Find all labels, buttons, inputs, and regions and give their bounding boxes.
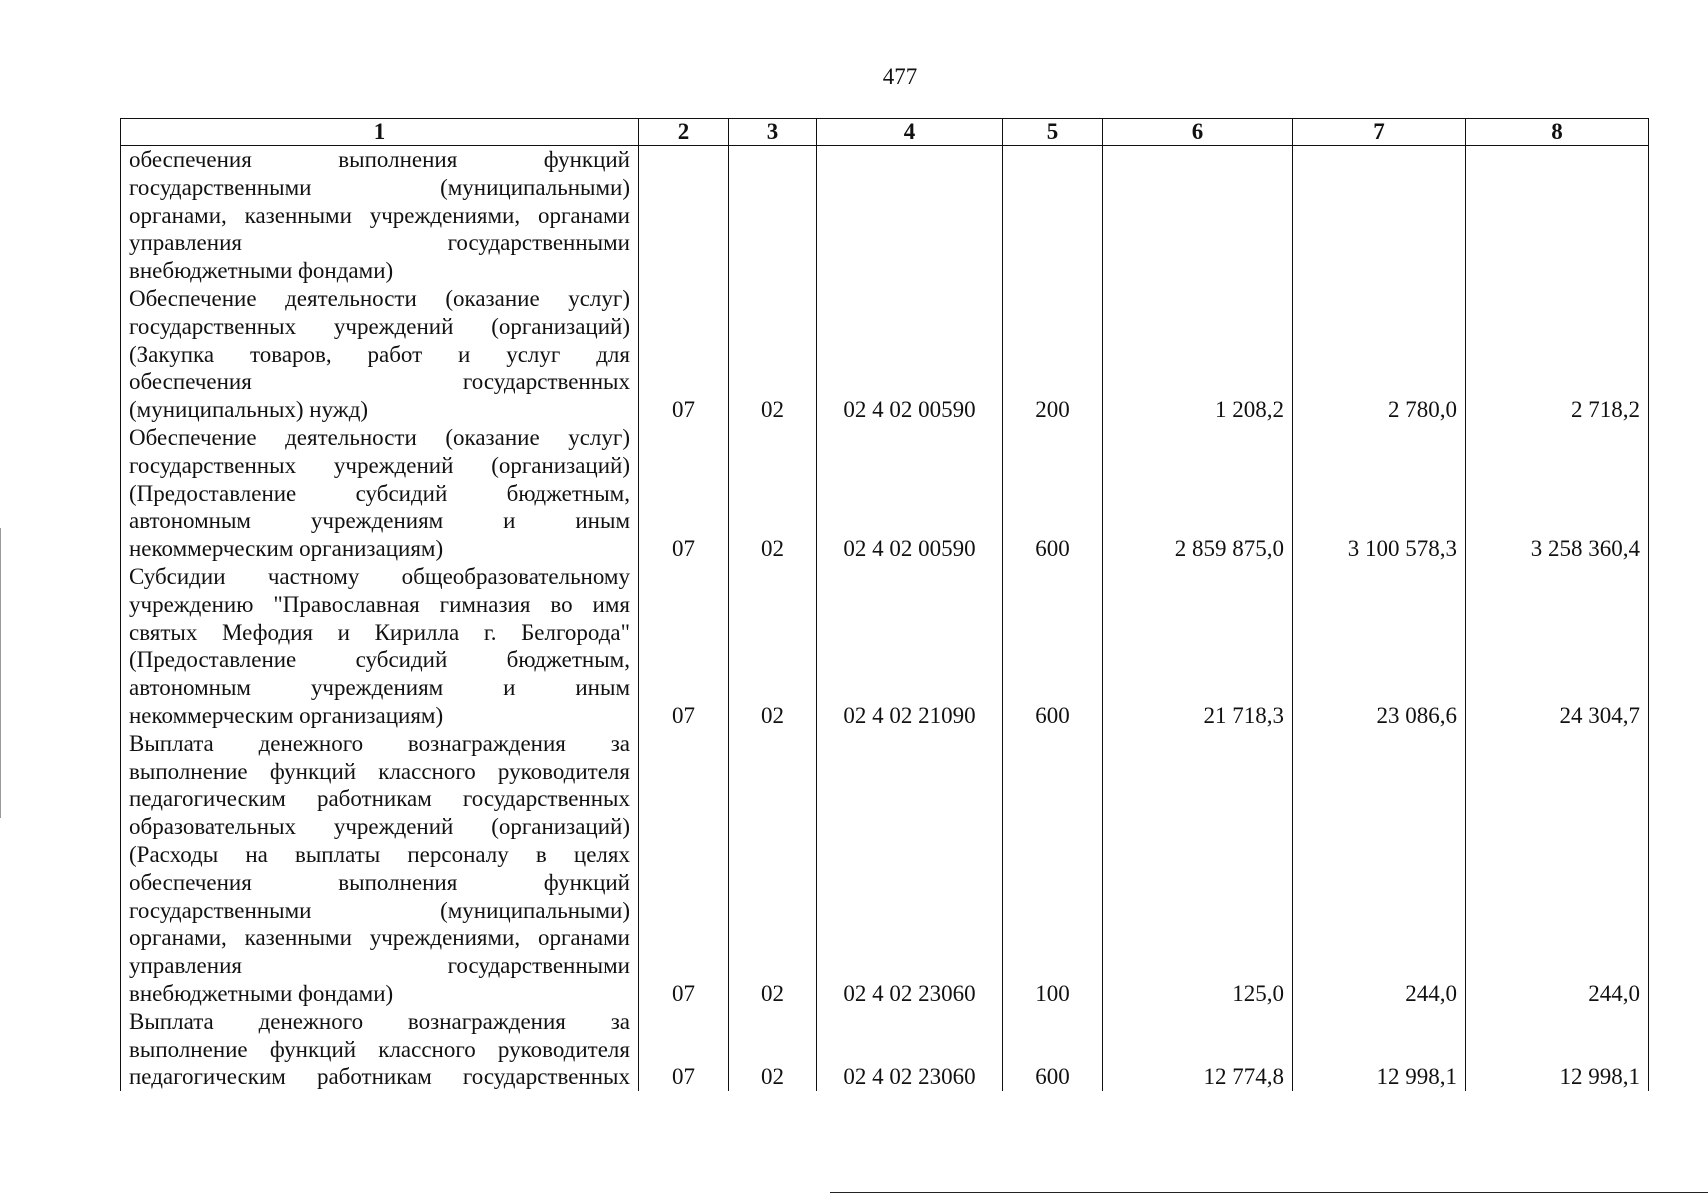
description-line: внебюджетными фондами) — [129, 980, 394, 1006]
row-description — [121, 563, 639, 730]
table-row — [121, 146, 1649, 285]
target-article-code — [817, 146, 1003, 285]
amount-col6: 12 774,8 — [1103, 1008, 1293, 1091]
description-line: органами, казенными учреждениями, органами — [129, 925, 630, 951]
budget-table — [120, 118, 1649, 1091]
subsection-code — [729, 146, 817, 285]
description-line: учреждению "Православная гимназия во имя — [129, 591, 630, 617]
description-line: автономным учреждениям и иным — [129, 675, 630, 701]
amount-col8: 2 718,2 — [1466, 285, 1649, 424]
expense-type-code — [1003, 146, 1103, 285]
section-code: 07 — [639, 285, 729, 424]
amount-col8: 12 998,1 — [1466, 1008, 1649, 1091]
description-line: (муниципальных) нужд) — [129, 397, 369, 423]
section-code: 07 — [639, 563, 729, 730]
amount-col6: 21 718,3 — [1103, 563, 1293, 730]
description-line: обеспечения выполнения функций — [129, 869, 630, 895]
section-code — [639, 146, 729, 285]
description-line: управления государственными — [129, 230, 630, 256]
table-row — [121, 1008, 1649, 1091]
amount-col6: 125,0 — [1103, 730, 1293, 1008]
description-line: обеспечения выполнения функций — [129, 147, 630, 172]
target-article-code: 02 4 02 00590 — [817, 285, 1003, 424]
column-header: 7 — [1293, 119, 1466, 146]
section-code: 07 — [639, 730, 729, 1008]
table-row — [121, 285, 1649, 424]
column-header: 8 — [1466, 119, 1649, 146]
row-description — [121, 424, 639, 563]
amount-col7: 244,0 — [1293, 730, 1466, 1008]
subsection-code: 02 — [729, 563, 817, 730]
target-article-code: 02 4 02 23060 — [817, 1008, 1003, 1091]
amount-col8: 244,0 — [1466, 730, 1649, 1008]
description-line: выполнение функций классного руководителя — [129, 758, 630, 784]
table-header-row — [121, 119, 1649, 146]
scan-edge-mark — [0, 528, 1, 818]
row-description — [121, 285, 639, 424]
target-article-code: 02 4 02 00590 — [817, 424, 1003, 563]
column-header: 5 — [1003, 119, 1103, 146]
section-code: 07 — [639, 424, 729, 563]
description-line: образовательных учреждений (организаций) — [129, 814, 630, 840]
description-line: обеспечения государственных — [129, 369, 630, 395]
amount-col6: 1 208,2 — [1103, 285, 1293, 424]
description-line: педагогическим работникам государственных — [129, 786, 630, 812]
table-row — [121, 730, 1649, 1008]
description-line: (Закупка товаров, работ и услуг для — [129, 341, 630, 367]
subsection-code: 02 — [729, 424, 817, 563]
table-row — [121, 563, 1649, 730]
description-line: автономным учреждениям и иным — [129, 508, 630, 534]
subsection-code: 02 — [729, 1008, 817, 1091]
row-description — [121, 146, 639, 285]
amount-col6: 2 859 875,0 — [1103, 424, 1293, 563]
description-line: (Предоставление субсидий бюджетным, — [129, 647, 630, 673]
expense-type-code: 600 — [1003, 563, 1103, 730]
table-row — [121, 424, 1649, 563]
description-line: органами, казенными учреждениями, органами — [129, 202, 630, 228]
footer-rule — [830, 1192, 1708, 1193]
amount-col6 — [1103, 146, 1293, 285]
amount-col7: 2 780,0 — [1293, 285, 1466, 424]
description-line: государственными (муниципальными) — [129, 897, 630, 923]
amount-col7: 12 998,1 — [1293, 1008, 1466, 1091]
description-line: внебюджетными фондами) — [129, 258, 394, 284]
column-header: 3 — [729, 119, 817, 146]
column-header: 1 — [121, 119, 639, 146]
description-line: некоммерческим организациям) — [129, 702, 444, 728]
amount-col8: 24 304,7 — [1466, 563, 1649, 730]
expense-type-code: 100 — [1003, 730, 1103, 1008]
target-article-code: 02 4 02 23060 — [817, 730, 1003, 1008]
section-code: 07 — [639, 1008, 729, 1091]
description-line: управления государственными — [129, 953, 630, 979]
description-line: Субсидии частному общеобразовательному — [129, 563, 630, 589]
description-line: Выплата денежного вознаграждения за — [129, 1008, 630, 1034]
page-number: 477 — [882, 64, 918, 89]
subsection-code: 02 — [729, 730, 817, 1008]
amount-col7: 23 086,6 — [1293, 563, 1466, 730]
description-line: Выплата денежного вознаграждения за — [129, 730, 630, 756]
expense-type-code: 200 — [1003, 285, 1103, 424]
expense-type-code: 600 — [1003, 424, 1103, 563]
row-description — [121, 730, 639, 1008]
subsection-code: 02 — [729, 285, 817, 424]
description-line: (Расходы на выплаты персоналу в целях — [129, 841, 630, 867]
amount-col8 — [1466, 146, 1649, 285]
amount-col7 — [1293, 146, 1466, 285]
amount-col7: 3 100 578,3 — [1293, 424, 1466, 563]
row-description — [121, 1008, 639, 1091]
description-line: некоммерческим организациям) — [129, 536, 444, 562]
description-line: святых Мефодия и Кирилла г. Белгорода" — [129, 619, 630, 645]
column-header: 6 — [1103, 119, 1293, 146]
description-line: выполнение функций классного руководителя — [129, 1036, 630, 1062]
description-line: (Предоставление субсидий бюджетным, — [129, 480, 630, 506]
expense-type-code: 600 — [1003, 1008, 1103, 1091]
description-line: государственных учреждений (организаций) — [129, 313, 630, 339]
column-header: 2 — [639, 119, 729, 146]
target-article-code: 02 4 02 21090 — [817, 563, 1003, 730]
description-line: педагогическим работникам государственных — [129, 1064, 630, 1090]
description-line: Обеспечение деятельности (оказание услуг) — [129, 424, 630, 450]
amount-col8: 3 258 360,4 — [1466, 424, 1649, 563]
description-line: государственных учреждений (организаций) — [129, 452, 630, 478]
description-line: государственными (муниципальными) — [129, 174, 630, 200]
description-line: Обеспечение деятельности (оказание услуг) — [129, 285, 630, 311]
column-header: 4 — [817, 119, 1003, 146]
